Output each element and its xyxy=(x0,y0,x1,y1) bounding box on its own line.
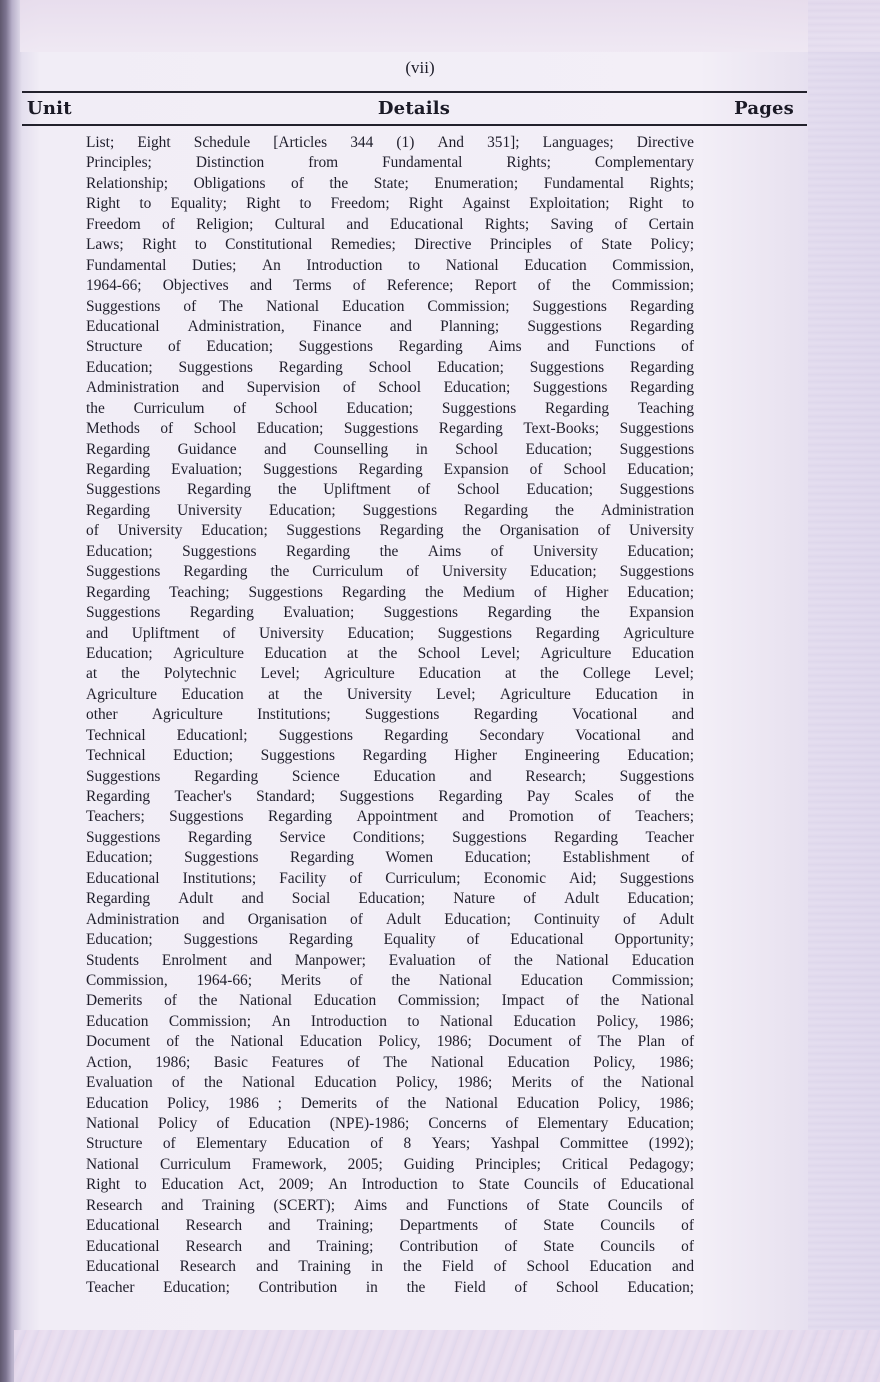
details-text-line: Suggestions Regarding Evaluation; Suggestions Regarding the Expansion xyxy=(86,604,695,622)
details-text-line: Education; Suggestions Regarding Equality of Educational Opportunity; xyxy=(86,931,695,949)
page-right-margin-showthrough xyxy=(808,0,880,1382)
details-text-line: Regarding University Education; Suggestions Regarding the Administration xyxy=(86,501,695,519)
details-text-line: Suggestions Regarding Service Conditions; Suggestions Regarding Teacher xyxy=(86,828,694,846)
page-top-margin xyxy=(20,0,880,52)
details-text-line: Fundamental Duties; An Introduction to National Education Commission, xyxy=(86,256,694,274)
details-text-line: Regarding Evaluation; Suggestions Regarding Expansion of School Education; xyxy=(86,461,694,478)
details-text-line: Action, 1986; Basic Features of The National Education Policy, 1986; xyxy=(86,1053,694,1071)
details-text-line: Structure of Elementary Education of 8 Years; Yashpal Committee (1992); xyxy=(86,1135,695,1153)
details-text-line: Education; Suggestions Regarding Women Education; Establishment of xyxy=(86,849,695,867)
details-text-line: Methods of School Education; Suggestions Regarding Text-Books; Suggestions xyxy=(86,420,695,438)
details-text-line: Agriculture Education at the University Level; Agriculture Education in xyxy=(86,685,695,703)
details-text-line: Administration and Supervision of School Education; Suggestions Regarding xyxy=(86,379,695,397)
details-text-line: Suggestions Regarding the Curriculum of University Education; Suggestions xyxy=(86,563,694,581)
column-header-unit: Unit xyxy=(27,98,72,119)
details-text-line: Regarding Teaching; Suggestions Regarding the Medium of Higher Education; xyxy=(86,583,694,601)
details-text-line: Freedom of Religion; Cultural and Educational Rights; Saving of Certain xyxy=(86,215,694,233)
details-text-line: Education Commission; An Introduction to National Education Policy, 1986; xyxy=(86,1012,695,1030)
details-text-line: Regarding Teacher's Standard; Suggestions Regarding Pay Scales of the xyxy=(86,788,695,805)
details-text-line: of University Education; Suggestions Regarding the Organisation of University xyxy=(86,522,695,540)
details-text-line: Principles; Distinction from Fundamental Rights; Complementary xyxy=(86,154,695,172)
details-text-line: Education; Suggestions Regarding the Aims of University Education; xyxy=(86,542,695,560)
details-text-line: Education; Suggestions Regarding School Education; Suggestions Regarding xyxy=(86,358,695,376)
details-text-line: National Curriculum Framework, 2005; Guiding Principles; Critical Pedagogy; xyxy=(86,1155,695,1173)
table-header-bottom-rule xyxy=(22,124,807,126)
details-text-line: Teacher Education; Contribution in the Field of School Education; xyxy=(86,1278,695,1296)
details-text-line: Education Policy, 1986 ; Demerits of the National Education Policy, 1986; xyxy=(86,1094,695,1112)
details-text-line: Right to Education Act, 2009; An Introduction to State Councils of Educational xyxy=(86,1176,694,1194)
page-folio-number: (vii) xyxy=(405,58,435,77)
column-header-details: Details xyxy=(377,98,451,119)
details-text-line: Evaluation of the National Education Policy, 1986; Merits of the National xyxy=(86,1074,694,1092)
details-text-line: Students Enrolment and Manpower; Evaluation of the National Education xyxy=(86,951,695,969)
details-text-line: Educational Research and Training in the Field of School Education and xyxy=(86,1258,695,1276)
details-text-line: Technical Educationl; Suggestions Regarding Secondary Vocational and xyxy=(86,726,695,744)
details-text-line: other Agriculture Institutions; Suggestions Regarding Vocational and xyxy=(86,706,695,724)
details-column-text xyxy=(86,133,694,1298)
details-text-line: the Curriculum of School Education; Suggestions Regarding Teaching xyxy=(86,399,695,417)
details-text-line: Administration and Organisation of Adult Education; Continuity of Adult xyxy=(86,910,694,928)
details-text-line: National Policy of Education (NPE)-1986; Concerns of Elementary Education; xyxy=(86,1115,695,1132)
details-text-line: Educational Research and Training; Departments of State Councils of xyxy=(86,1217,694,1235)
details-text-line: Laws; Right to Constitutional Remedies; Directive Principles of State Policy; xyxy=(86,236,694,254)
details-text-line: Commission, 1964-66; Merits of the National Education Commission; xyxy=(86,971,694,989)
details-text-line: and Upliftment of University Education; Suggestions Regarding Agriculture xyxy=(86,624,695,642)
page-bottom-margin xyxy=(14,1330,880,1382)
table-header-top-rule xyxy=(22,91,807,93)
details-text-line: Teachers; Suggestions Regarding Appointment and Promotion of Teachers; xyxy=(86,808,695,826)
details-text-line: Regarding Adult and Social Education; Nature of Adult Education; xyxy=(86,890,695,908)
details-text-line: 1964-66; Objectives and Terms of Reference; Report of the Commission; xyxy=(86,277,694,295)
details-text-line: Suggestions of The National Education Commission; Suggestions Regarding xyxy=(86,297,694,315)
details-text-line: Document of the National Education Policy, 1986; Document of The Plan of xyxy=(86,1033,695,1051)
details-text-line: List; Eight Schedule [Articles 344 (1) And 351]; Languages; Directive xyxy=(86,134,694,151)
details-text-line: Educational Institutions; Facility of Curriculum; Economic Aid; Suggestions xyxy=(86,869,694,887)
details-text-line: Technical Eduction; Suggestions Regarding Higher Engineering Education; xyxy=(86,747,694,765)
column-header-pages: Pages xyxy=(734,98,794,119)
details-text-line: Educational Administration, Finance and Planning; Suggestions Regarding xyxy=(86,317,694,335)
details-text-line: Suggestions Regarding the Upliftment of School Education; Suggestions xyxy=(86,481,695,499)
details-text-line: Relationship; Obligations of the State; Enumeration; Fundamental Rights; xyxy=(86,174,695,192)
details-text-line: at the Polytechnic Level; Agriculture Education at the College Level; xyxy=(86,665,694,683)
details-text-line: Education; Agriculture Education at the School Level; Agriculture Education xyxy=(86,644,695,662)
details-text-line: Regarding Guidance and Counselling in School Education; Suggestions xyxy=(86,440,695,458)
details-text-line: Research and Training (SCERT); Aims and Functions of State Councils of xyxy=(86,1196,695,1214)
details-text-line: Educational Research and Training; Contribution of State Councils of xyxy=(86,1237,694,1255)
details-text-line: Structure of Education; Suggestions Regarding Aims and Functions of xyxy=(86,338,694,356)
details-text-line: Right to Equality; Right to Freedom; Right Against Exploitation; Right to xyxy=(86,195,695,213)
details-text-line: Demerits of the National Education Commission; Impact of the National xyxy=(86,992,694,1010)
details-text-line: Suggestions Regarding Science Education and Research; Suggestions xyxy=(86,767,695,785)
